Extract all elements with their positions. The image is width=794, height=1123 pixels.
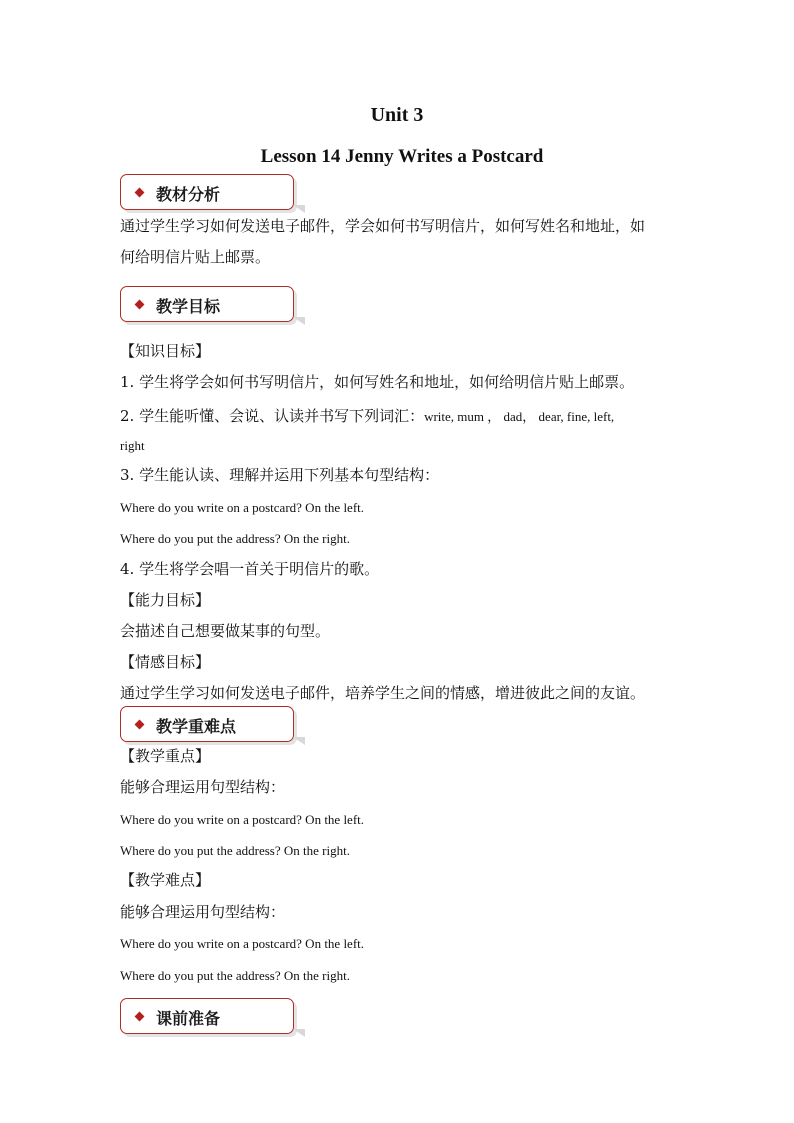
sentence-pattern-1: Where do you write on a postcard? On the left. [120,500,365,515]
analysis-text-line-1: 通过学生学习如何发送电子邮件，学会如何书写明信片，如何写姓名和地址，如 [120,217,646,235]
objective-item-2 [120,405,614,426]
section-label: 教学重难点 [156,717,237,736]
ability-heading: 【能力目标】 [120,591,211,609]
section-header-key-points [120,706,294,742]
box-tail-decoration [293,1029,305,1037]
unit-title: Unit 3 [370,104,424,126]
knowledge-heading: 【知识目标】 [120,342,211,360]
analysis-text-line-2: 何给明信片贴上邮票。 [120,248,271,266]
emotion-heading: 【情感目标】 [120,653,211,671]
section-label: 教学目标 [156,297,221,316]
objective-item-2-cn: 2. 学生能听懂、会说、认读并书写下列词汇： [120,407,425,425]
difficulty-sentence-2: Where do you put the address? On the right. [120,968,350,983]
section-header-preparation [120,998,294,1034]
focus-sentence-2: Where do you put the address? On the right. [120,843,350,858]
focus-sentence-1: Where do you write on a postcard? On the left. [120,812,365,827]
objective-item-4: 4. 学生将学会唱一首关于明信片的歌。 [120,560,380,578]
sentence-pattern-2: Where do you put the address? On the right. [120,531,350,546]
box-tail-decoration [293,737,305,745]
focus-heading: 【教学重点】 [120,747,211,765]
section-header-analysis [120,174,294,210]
section-label: 教材分析 [156,185,221,204]
box-tail-decoration [293,205,305,213]
diamond-bullet-icon [135,720,145,730]
section-label: 课前准备 [156,1009,221,1028]
diamond-bullet-icon [135,188,145,198]
diamond-bullet-icon [135,300,145,310]
difficulty-text: 能够合理运用句型结构： [120,903,286,921]
box-tail-decoration [293,317,305,325]
objective-item-1: 1. 学生将学会如何书写明信片，如何写姓名和地址，如何给明信片贴上邮票。 [120,373,635,391]
ability-text: 会描述自己想要做某事的句型。 [120,622,331,640]
objective-item-3: 3. 学生能认读、理解并运用下列基本句型结构： [120,466,440,484]
objective-item-2-vocab: write, mum ， dad， dear, fine, left, [424,409,615,424]
lesson-title: Lesson 14 Jenny Writes a Postcard [260,146,544,167]
diamond-bullet-icon [135,1012,145,1022]
difficulty-sentence-1: Where do you write on a postcard? On the left. [120,936,365,951]
section-header-objectives [120,286,294,322]
focus-text: 能够合理运用句型结构： [120,778,286,796]
difficulty-heading: 【教学难点】 [120,871,211,889]
emotion-text: 通过学生学习如何发送电子邮件，培养学生之间的情感，增进彼此之间的友谊。 [120,684,646,702]
objective-item-2-cont: right [120,438,145,453]
